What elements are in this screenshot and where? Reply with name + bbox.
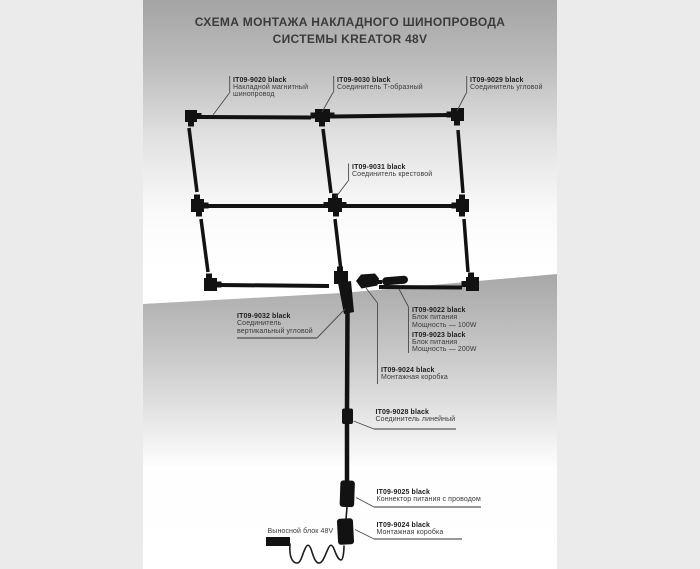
part-desc: Соединитель Т-образный <box>337 83 423 91</box>
power-connector-icon <box>340 480 355 507</box>
part-desc: Блок питания <box>412 314 458 322</box>
track-segment <box>458 130 463 193</box>
part-desc: шинопровод <box>233 91 275 99</box>
label-it09-9020 <box>233 77 308 99</box>
mounting-box-wall-icon <box>337 518 354 545</box>
part-desc: Коннектор питания с проводом <box>376 495 481 503</box>
track-segment <box>335 219 341 271</box>
part-desc: Соединитель <box>237 320 282 328</box>
part-desc: Мощность — 200W <box>412 346 477 354</box>
part-code: IT09-9031 black <box>352 164 406 171</box>
mounting-box-ceiling-icon <box>356 274 379 289</box>
part-code: IT09-9030 black <box>337 76 391 84</box>
part-code: IT09-9029 black <box>470 76 524 84</box>
part-code: IT09-9023 black <box>412 331 466 339</box>
leader-line <box>354 421 375 429</box>
part-desc: вертикальный угловой <box>237 327 313 335</box>
label-it09-9022 <box>412 307 477 329</box>
leader-line <box>355 530 374 540</box>
label-it09-9023 <box>412 332 477 354</box>
track-segment <box>220 285 329 286</box>
power-supply-icon <box>382 275 409 285</box>
label-it09-9029 <box>470 77 543 92</box>
leader-line <box>366 288 378 303</box>
track-segment <box>201 117 311 118</box>
part-code: IT09-9032 black <box>237 313 291 320</box>
corner-connector-bottom-right-icon <box>462 273 480 292</box>
corner-connector-bottom-left-icon <box>204 274 222 292</box>
part-desc: Соединитель линейный <box>375 416 456 424</box>
leader-line <box>317 309 345 338</box>
page-title-line1: СХЕМА МОНТАЖА НАКЛАДНОГО ШИНОПРОВОДА <box>194 15 506 29</box>
page-title-line2: СИСТЕМЫ KREATOR 48V <box>272 32 428 46</box>
part-code: IT09-9020 black <box>233 76 287 84</box>
leader-line <box>356 498 374 508</box>
part-desc: Мощность — 100W <box>412 321 477 329</box>
track-segment <box>464 219 468 272</box>
bottom-center-junction-icon <box>334 267 348 285</box>
t-connector-mid-right-icon <box>452 195 470 217</box>
part-code: IT09-9028 black <box>375 409 430 416</box>
part-code: IT09-9025 black <box>376 488 431 496</box>
power-supply-link <box>377 280 382 284</box>
label-it09-9025 <box>377 489 481 504</box>
t-connector-mid-left-icon <box>191 195 209 217</box>
remote-unit-text: Выносной блок 48V <box>267 528 334 535</box>
part-code: IT09-9024 black <box>376 522 431 529</box>
part-desc: Соединитель крестовой <box>352 171 433 179</box>
label-remote-unit <box>268 528 334 535</box>
part-desc: Соединитель угловой <box>470 83 543 91</box>
corner-connector-top-right-icon <box>447 108 465 126</box>
corner-connector-top-left-icon <box>185 110 202 127</box>
part-desc: Блок питания <box>412 338 458 346</box>
leader-line <box>213 94 229 116</box>
label-it09-9024-bottom <box>377 522 444 537</box>
linear-connector-icon <box>342 409 353 425</box>
label-it09-9024-top <box>381 367 448 382</box>
vertical-corner-connector-icon <box>338 281 354 314</box>
label-it09-9032 <box>237 313 313 335</box>
part-desc: Монтажная коробка <box>381 374 448 382</box>
track-segment <box>379 287 462 288</box>
page-title <box>143 14 557 48</box>
part-code: IT09-9022 black <box>412 307 466 314</box>
wall-track-segment <box>347 312 348 409</box>
leader-line <box>399 289 409 307</box>
track-segment <box>189 128 197 192</box>
part-code: IT09-9024 black <box>381 367 435 374</box>
label-it09-9030 <box>337 77 423 92</box>
track-segment <box>323 129 331 193</box>
power-cord-icon <box>290 544 344 563</box>
cross-connector-icon <box>324 194 347 217</box>
part-desc: Монтажная коробка <box>376 529 444 537</box>
track-segment <box>334 115 448 117</box>
connector-wire <box>346 507 347 520</box>
label-it09-9031 <box>352 164 432 179</box>
remote-unit-icon <box>266 537 290 546</box>
part-desc: Накладной магнитный <box>233 83 309 91</box>
label-it09-9028 <box>376 409 456 424</box>
track-segment <box>201 219 208 272</box>
leader-line <box>336 181 348 197</box>
